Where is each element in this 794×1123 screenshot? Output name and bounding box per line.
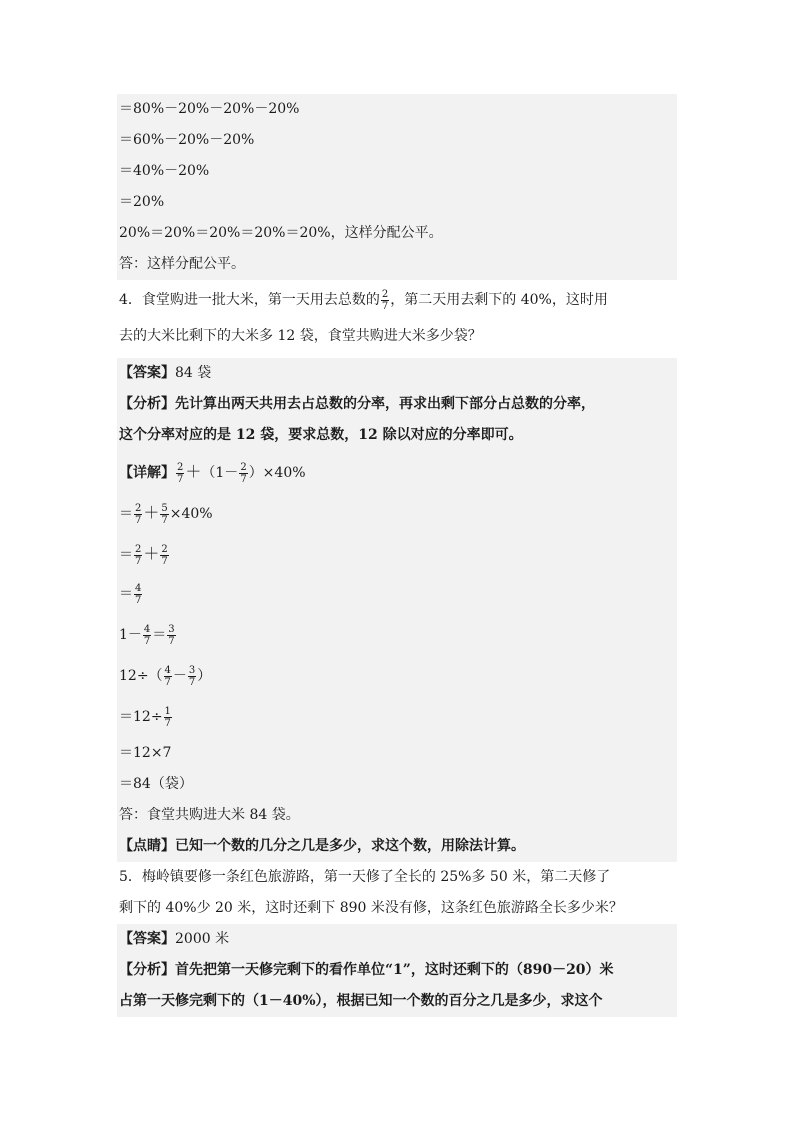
- math-symbol: 1－: [119, 627, 142, 643]
- calc-text: 20%＝20%＝20%＝20%＝20%，这样分配公平。: [119, 225, 443, 241]
- calc-line: [117, 492, 677, 533]
- calc-line: [117, 615, 677, 656]
- denominator: 7: [161, 555, 168, 567]
- calc-text: ＝84（袋）: [119, 776, 193, 792]
- numerator: 2: [177, 461, 184, 473]
- fraction: [164, 665, 172, 688]
- math-symbol: ＋: [185, 462, 202, 481]
- question-5-line-1: [117, 862, 677, 893]
- denominator: 7: [164, 676, 171, 688]
- answer-line: [117, 800, 677, 831]
- answer-line: [117, 249, 677, 280]
- answer-text: 84 袋: [175, 365, 212, 381]
- denominator: 7: [135, 594, 142, 606]
- document-page: [117, 94, 677, 1017]
- analysis-tag: 【分析】: [119, 962, 175, 978]
- denominator: 7: [135, 555, 142, 567]
- calc-text: ＝60%－20%－20%: [119, 132, 255, 148]
- calc-line: [117, 533, 677, 574]
- math-symbol: ）: [197, 668, 212, 684]
- fraction: [188, 665, 196, 688]
- math-symbol: ＝12÷: [119, 709, 163, 725]
- numerator: 2: [135, 543, 142, 555]
- analysis-line: [117, 986, 677, 1017]
- math-symbol: 12÷（: [119, 668, 163, 684]
- calc-line: [117, 656, 677, 697]
- comment-text: 已知一个数的几分之几是多少，求这个数，用除法计算。: [175, 838, 525, 854]
- numerator: 4: [164, 664, 171, 676]
- question-text: 剩下的 40%少 20 米，这时还剩下 890 米没有修，这条红色旅游路全长多少米？: [119, 900, 623, 916]
- numerator: 3: [168, 623, 175, 635]
- answer-tag: 【答案】: [119, 365, 175, 381]
- math-symbol: ＝: [119, 547, 133, 563]
- denominator: 7: [161, 514, 168, 526]
- numerator: 2: [135, 502, 142, 514]
- answer-line: [117, 358, 677, 389]
- answer-text: 2000 米: [175, 931, 230, 947]
- question-text: 5．梅岭镇要修一条红色旅游路，第一天修了全长的 25%多 50 米，第二天修了: [119, 869, 611, 885]
- detail-line: [117, 451, 677, 492]
- calc-text: ＝20%: [119, 194, 165, 210]
- numerator: 5: [161, 502, 168, 514]
- math-symbol: ）×40%: [248, 465, 306, 481]
- denominator: 7: [164, 717, 171, 729]
- fraction: [160, 544, 168, 567]
- denominator: 7: [177, 473, 184, 485]
- analysis-text: 先计算出两天共用去占总数的分率，再求出剩下部分占总数的分率，: [175, 396, 595, 412]
- fraction: [381, 289, 389, 312]
- fraction: [134, 503, 142, 526]
- analysis-line: [117, 955, 677, 986]
- calc-line: [117, 574, 677, 615]
- comment-line: [117, 831, 677, 862]
- numerator: 2: [381, 288, 389, 300]
- answer-line: [117, 924, 677, 955]
- analysis-tag: 【分析】: [119, 396, 175, 412]
- math-symbol: （1－: [201, 465, 239, 481]
- math-symbol: ＋: [143, 503, 160, 522]
- question-text: 去的大米比剩下的大米多 12 袋，食堂共购进大米多少袋？: [119, 328, 482, 344]
- fraction: [167, 624, 175, 647]
- math-symbol: ＝: [152, 627, 167, 643]
- calc-line: [117, 218, 677, 249]
- detail-tag: 【详解】: [119, 465, 175, 481]
- question-4-line-1: [117, 280, 677, 321]
- denominator: 7: [143, 635, 151, 647]
- denominator: 7: [168, 635, 175, 647]
- calc-text: ＝12×7: [119, 745, 172, 761]
- numerator: 4: [143, 623, 151, 635]
- denominator: 7: [135, 514, 142, 526]
- analysis-line: [117, 389, 677, 420]
- question-text: 4．食堂购进一批大米，第一天用去总数的: [119, 292, 380, 308]
- denominator: 7: [381, 300, 389, 312]
- question-4-line-2: [117, 321, 677, 352]
- math-symbol: －: [172, 668, 187, 684]
- fraction: [239, 462, 247, 485]
- calc-text: ＝40%－20%: [119, 163, 210, 179]
- analysis-text: 这个分率对应的是 12 袋，要求总数，12 除以对应的分率即可。: [119, 427, 523, 443]
- numerator: 4: [135, 582, 142, 594]
- fraction: [143, 624, 151, 647]
- answer-text: 答：食堂共购进大米 84 袋。: [119, 807, 300, 823]
- answer-text: 答：这样分配公平。: [119, 256, 245, 272]
- numerator: 1: [164, 705, 171, 717]
- numerator: 3: [188, 664, 196, 676]
- answer-tag: 【答案】: [119, 931, 175, 947]
- question-text: ，第二天用去剩下的 40%，这时用: [390, 292, 608, 308]
- fraction: [164, 706, 172, 729]
- fraction: [160, 503, 168, 526]
- denominator: 7: [240, 473, 247, 485]
- math-symbol: ＋: [143, 544, 160, 563]
- calc-line: [117, 769, 677, 800]
- math-symbol: ＝: [119, 586, 133, 602]
- fraction: [134, 544, 142, 567]
- analysis-text: 占第一天修完剩下的（1－40%），根据已知一个数的百分之几是多少，求这个: [119, 993, 603, 1009]
- math-symbol: ＝: [119, 506, 133, 522]
- calc-line: [117, 738, 677, 769]
- calc-text: ＝80%－20%－20%－20%: [119, 101, 300, 117]
- fraction: [176, 462, 184, 485]
- comment-tag: 【点睛】: [119, 838, 175, 854]
- calc-line: [117, 697, 677, 738]
- calc-line: [117, 156, 677, 187]
- question-5-line-2: [117, 893, 677, 924]
- calc-line: [117, 187, 677, 218]
- numerator: 2: [161, 543, 168, 555]
- calc-line: [117, 94, 677, 125]
- analysis-text: 首先把第一天修完剩下的看作单位“1”，这时还剩下的（890－20）米: [175, 962, 614, 978]
- denominator: 7: [188, 676, 196, 688]
- fraction: [134, 583, 142, 606]
- calc-line: [117, 125, 677, 156]
- numerator: 2: [240, 461, 247, 473]
- analysis-line: [117, 420, 677, 451]
- math-symbol: ×40%: [169, 506, 213, 522]
